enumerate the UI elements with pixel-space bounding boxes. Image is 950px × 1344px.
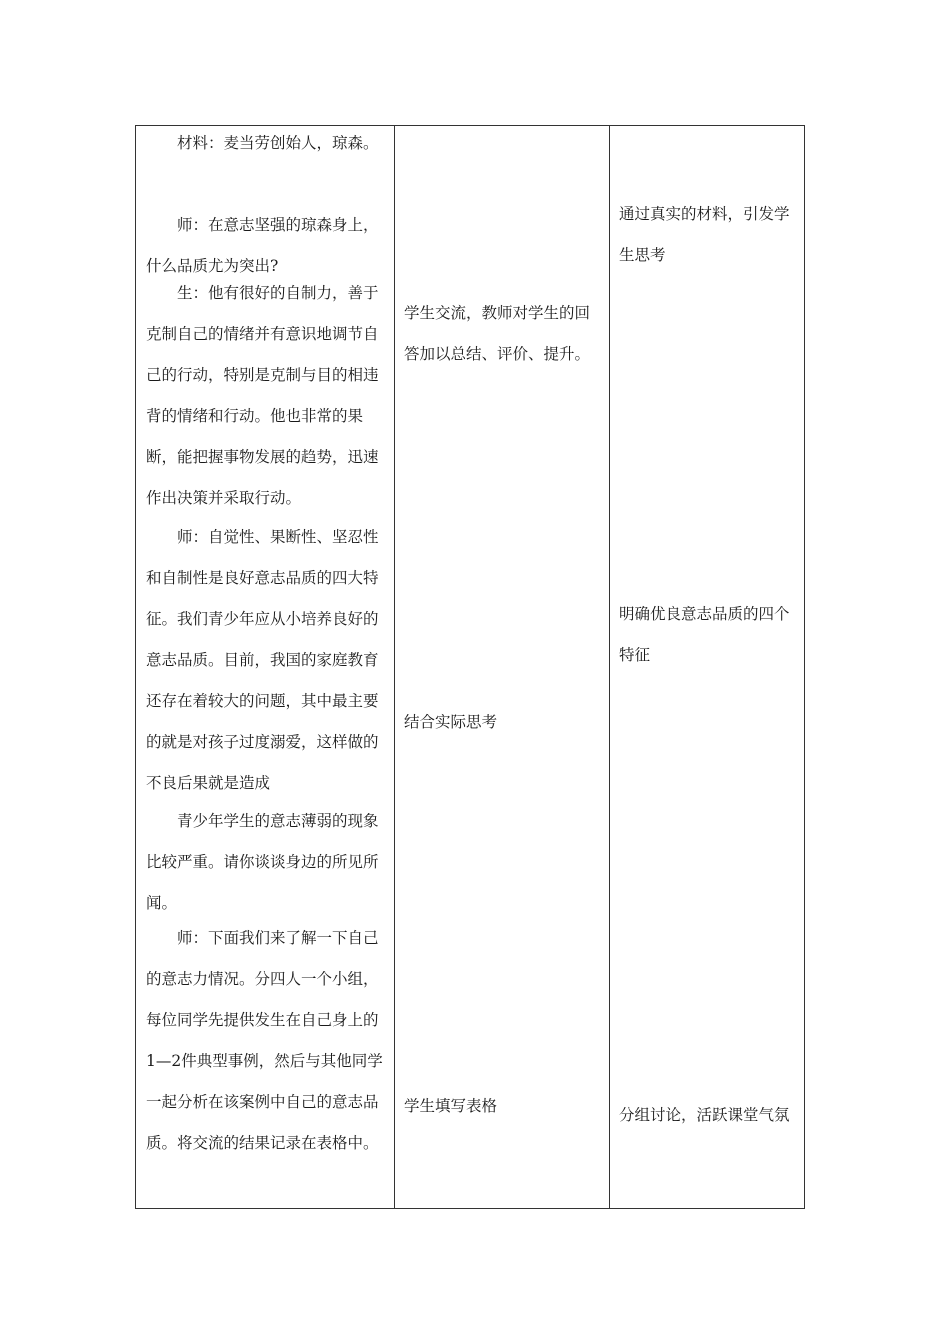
teacher-question-paragraph: 师：在意志坚强的琼森身上，什么品质尤为突出? (146, 216, 379, 275)
teaching-content-column (136, 126, 394, 1208)
discussion-prompt-paragraph: 青少年学生的意志薄弱的现象比较严重。请你谈谈身边的所见所闻。 (146, 812, 379, 912)
design-intent-column (609, 126, 804, 1208)
intent-material: 通过真实的材料，引发学生思考 (619, 205, 790, 264)
intent-group-discussion: 分组讨论，活跃课堂气氛 (619, 1106, 790, 1124)
student-activity-column (394, 126, 609, 1208)
student-activity-exchange: 学生交流，教师对学生的回答加以总结、评价、提升。 (404, 304, 591, 363)
group-activity-paragraph: 师：下面我们来了解一下自己的意志力情况。分四人一个小组，每位同学先提供发生在自己身上的1—2件典型事例，然后与其他同学一起分析在该案例中自己的意志品质。将交流的结果记录在表格中。 (146, 929, 383, 1152)
student-activity-think: 结合实际思考 (404, 713, 498, 731)
teacher-summary-paragraph: 师：自觉性、果断性、坚忍性和自制性是良好意志品质的四大特征。我们青少年应从小培养良好的意志品质。目前，我国的家庭教育还存在着较大的问题，其中最主要的就是对孩子过度溺爱，这样做的不良后果就是造成 (146, 528, 379, 792)
lesson-table (135, 125, 805, 1209)
intent-features: 明确优良意志品质的四个特征 (619, 605, 790, 664)
material-paragraph: 材料：麦当劳创始人，琼森。 (177, 134, 379, 152)
student-activity-fill-form: 学生填写表格 (404, 1097, 498, 1115)
student-answer-paragraph: 生：他有很好的自制力，善于克制自己的情绪并有意识地调节自己的行动，特别是克制与目的相违背的情绪和行动。他也非常的果断，能把握事物发展的趋势，迅速作出决策并采取行动。 (146, 284, 379, 507)
